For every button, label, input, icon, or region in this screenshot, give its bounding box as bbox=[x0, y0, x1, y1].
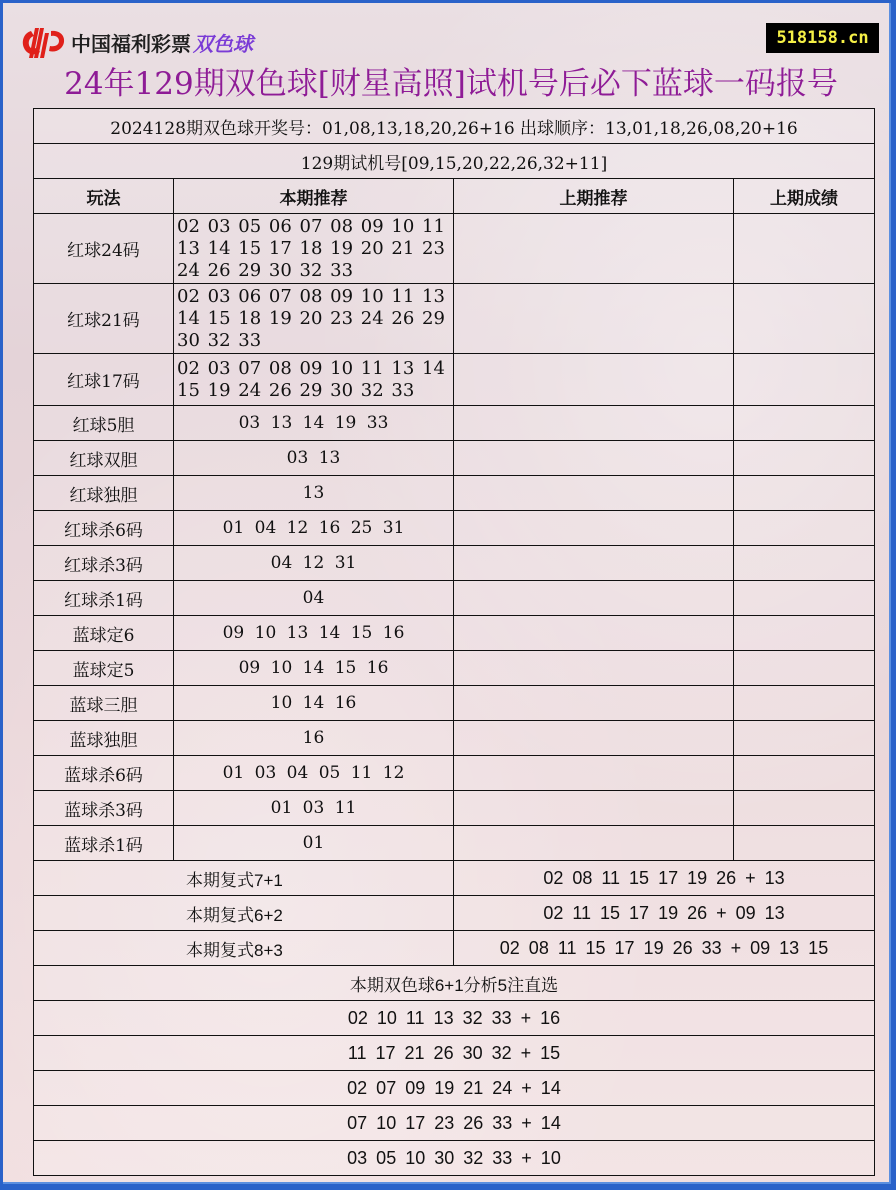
row-previous bbox=[454, 616, 734, 651]
row-result bbox=[734, 616, 875, 651]
table-row bbox=[34, 546, 875, 581]
row-result bbox=[734, 581, 875, 616]
table-row bbox=[34, 826, 875, 861]
table-row bbox=[34, 581, 875, 616]
site-watermark: 518158.cn bbox=[766, 23, 879, 53]
row-result bbox=[734, 686, 875, 721]
row-previous bbox=[454, 826, 734, 861]
fushi-row bbox=[34, 931, 875, 966]
row-result bbox=[734, 354, 875, 406]
row-result bbox=[734, 826, 875, 861]
pick-numbers: 07 10 17 23 26 33 + 14 bbox=[34, 1106, 875, 1141]
row-result bbox=[734, 791, 875, 826]
row-label: 红球独胆 bbox=[34, 476, 174, 511]
table-row bbox=[34, 756, 875, 791]
row-current: 03 13 bbox=[174, 441, 454, 476]
row-current: 02 03 07 08 09 10 11 13 14 15 19 24 26 29 30 32 33 bbox=[174, 354, 454, 406]
row-result bbox=[734, 476, 875, 511]
row-current: 03 13 14 19 33 bbox=[174, 406, 454, 441]
table-row bbox=[34, 791, 875, 826]
picks-title-row bbox=[34, 966, 875, 1001]
row-label: 红球17码 bbox=[34, 354, 174, 406]
table-row bbox=[34, 214, 875, 284]
row-result bbox=[734, 756, 875, 791]
pick-numbers: 02 10 11 13 32 33 + 16 bbox=[34, 1001, 875, 1036]
pick-row bbox=[34, 1001, 875, 1036]
row-label: 红球5胆 bbox=[34, 406, 174, 441]
row-previous bbox=[454, 546, 734, 581]
header-current: 本期推荐 bbox=[174, 179, 454, 214]
fushi-label: 本期复式8+3 bbox=[34, 931, 454, 966]
row-result bbox=[734, 406, 875, 441]
row-result bbox=[734, 511, 875, 546]
table-row bbox=[34, 616, 875, 651]
row-previous bbox=[454, 441, 734, 476]
row-previous bbox=[454, 756, 734, 791]
row-result bbox=[734, 651, 875, 686]
row-label: 红球21码 bbox=[34, 284, 174, 354]
logo-game-text: 双色球 bbox=[193, 31, 253, 56]
trial-numbers: 129期试机号[09,15,20,22,26,32+11] bbox=[34, 144, 875, 179]
page-frame bbox=[3, 3, 891, 1184]
row-result bbox=[734, 546, 875, 581]
table-row bbox=[34, 651, 875, 686]
header-result: 上期成绩 bbox=[734, 179, 875, 214]
table-row bbox=[34, 511, 875, 546]
fushi-value: 02 08 11 15 17 19 26 33 + 09 13 15 bbox=[454, 931, 875, 966]
draw-info-row bbox=[34, 109, 875, 144]
row-label: 红球杀6码 bbox=[34, 511, 174, 546]
pick-row bbox=[34, 1036, 875, 1071]
row-current: 02 03 05 06 07 08 09 10 11 13 14 15 17 18 19 20 21 23 24 26 29 30 32 33 bbox=[174, 214, 454, 284]
pick-row bbox=[34, 1106, 875, 1141]
table-row bbox=[34, 476, 875, 511]
row-label: 蓝球杀1码 bbox=[34, 826, 174, 861]
row-label: 蓝球独胆 bbox=[34, 721, 174, 756]
row-previous bbox=[454, 284, 734, 354]
row-result bbox=[734, 284, 875, 354]
fushi-value: 02 08 11 15 17 19 26 + 13 bbox=[454, 861, 875, 896]
table-row bbox=[34, 406, 875, 441]
row-previous bbox=[454, 651, 734, 686]
row-previous bbox=[454, 354, 734, 406]
row-current: 09 10 14 15 16 bbox=[174, 651, 454, 686]
pick-row bbox=[34, 1071, 875, 1106]
row-current: 13 bbox=[174, 476, 454, 511]
pick-numbers: 02 07 09 19 21 24 + 14 bbox=[34, 1071, 875, 1106]
row-label: 蓝球三胆 bbox=[34, 686, 174, 721]
table-row bbox=[34, 284, 875, 354]
table-header bbox=[34, 179, 875, 214]
row-previous bbox=[454, 721, 734, 756]
row-previous bbox=[454, 791, 734, 826]
row-result bbox=[734, 721, 875, 756]
prediction-table bbox=[33, 108, 875, 1176]
row-previous bbox=[454, 214, 734, 284]
row-previous bbox=[454, 581, 734, 616]
pick-numbers: 11 17 21 26 30 32 + 15 bbox=[34, 1036, 875, 1071]
table-row bbox=[34, 721, 875, 756]
fushi-row bbox=[34, 896, 875, 931]
trial-numbers-row bbox=[34, 144, 875, 179]
row-label: 红球杀3码 bbox=[34, 546, 174, 581]
table-row bbox=[34, 441, 875, 476]
fushi-value: 02 11 15 17 19 26 + 09 13 bbox=[454, 896, 875, 931]
pick-numbers: 03 05 10 30 32 33 + 10 bbox=[34, 1141, 875, 1176]
row-current: 04 bbox=[174, 581, 454, 616]
logo-brand-text: 中国福利彩票 bbox=[71, 31, 191, 56]
picks-title: 本期双色球6+1分析5注直选 bbox=[34, 966, 875, 1001]
row-label: 蓝球杀3码 bbox=[34, 791, 174, 826]
header-play: 玩法 bbox=[34, 179, 174, 214]
fushi-label: 本期复式7+1 bbox=[34, 861, 454, 896]
pick-row bbox=[34, 1141, 875, 1176]
row-previous bbox=[454, 686, 734, 721]
lottery-logo bbox=[21, 25, 253, 59]
fushi-label: 本期复式6+2 bbox=[34, 896, 454, 931]
welfare-lottery-logo-icon bbox=[21, 25, 67, 59]
row-label: 红球杀1码 bbox=[34, 581, 174, 616]
row-current: 09 10 13 14 15 16 bbox=[174, 616, 454, 651]
row-current: 02 03 06 07 08 09 10 11 13 14 15 18 19 20 23 24 26 29 30 32 33 bbox=[174, 284, 454, 354]
row-label: 蓝球定5 bbox=[34, 651, 174, 686]
table-row bbox=[34, 354, 875, 406]
row-previous bbox=[454, 511, 734, 546]
row-previous bbox=[454, 406, 734, 441]
row-current: 10 14 16 bbox=[174, 686, 454, 721]
row-label: 红球双胆 bbox=[34, 441, 174, 476]
row-label: 蓝球定6 bbox=[34, 616, 174, 651]
table-row bbox=[34, 686, 875, 721]
row-label: 红球24码 bbox=[34, 214, 174, 284]
row-current: 01 03 11 bbox=[174, 791, 454, 826]
row-previous bbox=[454, 476, 734, 511]
header-previous: 上期推荐 bbox=[454, 179, 734, 214]
fushi-row bbox=[34, 861, 875, 896]
row-current: 01 bbox=[174, 826, 454, 861]
row-result bbox=[734, 214, 875, 284]
row-current: 01 04 12 16 25 31 bbox=[174, 511, 454, 546]
row-result bbox=[734, 441, 875, 476]
row-current: 01 03 04 05 11 12 bbox=[174, 756, 454, 791]
row-current: 16 bbox=[174, 721, 454, 756]
draw-info: 2024128期双色球开奖号：01,08,13,18,20,26+16 出球顺序：13,01,18,26,08,20+16 bbox=[34, 109, 875, 144]
row-current: 04 12 31 bbox=[174, 546, 454, 581]
page-title: 24年129期双色球[财星高照]试机号后必下蓝球一码报号 bbox=[64, 66, 838, 102]
row-label: 蓝球杀6码 bbox=[34, 756, 174, 791]
